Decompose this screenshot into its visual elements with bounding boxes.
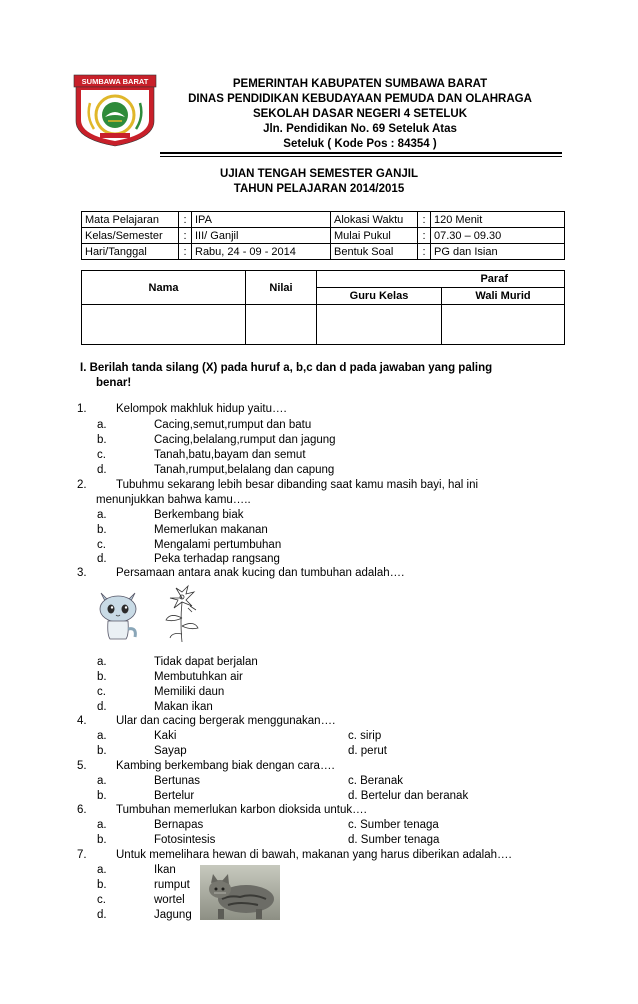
exam-info-table [81,211,565,260]
teacher-header: Guru Kelas [317,288,442,305]
option-letter: a. [97,419,107,431]
option-text[interactable]: Ikan [154,864,176,876]
info-label: Mulai Pukul [331,228,418,244]
info-separator: : [179,212,192,228]
option-letter: a. [97,864,107,876]
academic-year: TAHUN PELAJARAN 2014/2015 [233,183,405,195]
info-value: 120 Menit [431,212,565,228]
option-text[interactable]: Makan ikan [154,701,213,713]
info-label: Mata Pelajaran [82,212,179,228]
info-value: Rabu, 24 - 09 - 2014 [192,244,331,260]
option-text[interactable]: Sayap [154,745,187,757]
school-name: SEKOLAH DASAR NEGERI 4 SETELUK [252,108,468,120]
teacher-sign-cell[interactable] [317,305,442,345]
option-letter: b. [97,434,107,446]
info-separator: : [179,228,192,244]
option-text[interactable]: Peka terhadap rangsang [154,553,280,565]
regency-logo [72,73,158,147]
question-text: Untuk memelihara hewan di bawah, makanan yang harus diberikan adalah…. [116,849,512,861]
option-letter: d. [97,464,107,476]
option-text[interactable]: Mengalami pertumbuhan [154,539,282,551]
info-value: PG dan Isian [431,244,565,260]
letterhead-rule-thick [160,152,562,154]
option-text[interactable]: Tanah,rumput,belalang dan capung [154,464,335,476]
option-letter: a. [97,775,107,787]
instruction-line-2: benar! [96,377,132,389]
question-text: Tumbuhan memerlukan karbon dioksida untuk…. [116,804,367,816]
letterhead-line-1: PEMERINTAH KABUPATEN SUMBAWA BARAT [232,78,488,90]
option-text[interactable]: c. Beranak [348,775,403,787]
option-text[interactable]: c. Sumber tenaga [348,819,439,831]
option-text[interactable]: Cacing,belalang,rumput dan jagung [154,434,336,446]
question-number: 4. [77,715,87,727]
paraf-header: Paraf [317,271,565,288]
info-row [82,212,565,228]
exam-title: UJIAN TENGAH SEMESTER GANJIL [219,168,419,180]
option-letter: a. [97,656,107,668]
option-text[interactable]: Bertunas [154,775,201,787]
option-text[interactable]: Memerlukan makanan [154,524,268,536]
cat-photo [200,865,280,920]
info-label: Kelas/Semester [82,228,179,244]
info-value: IPA [192,212,331,228]
score-cell[interactable] [246,305,317,345]
option-text[interactable]: Memiliki daun [154,686,225,698]
option-text[interactable]: c. sirip [348,730,382,742]
option-letter: b. [97,879,107,891]
option-text[interactable]: Membutuhkan air [154,671,243,683]
question-number: 2. [77,479,87,491]
info-row [82,244,565,260]
postal-code-line: Seteluk ( Kode Pos : 84354 ) [283,138,437,150]
score-header: Nilai [246,271,317,305]
name-header: Nama [82,271,246,305]
info-separator: : [418,228,431,244]
info-separator: : [418,212,431,228]
name-cell[interactable] [82,305,246,345]
kitten-illustration [95,585,141,641]
option-letter: b. [97,671,107,683]
letterhead-rule-thin [160,156,562,157]
info-label: Hari/Tanggal [82,244,179,260]
option-letter: c. [97,894,106,906]
option-text[interactable]: Kaki [154,730,177,742]
option-letter: d. [97,909,107,921]
option-text[interactable]: Tanah,batu,bayam dan semut [154,449,306,461]
question-text: Tubuhmu sekarang lebih besar dibanding saat kamu masih bayi, hal ini [116,479,479,491]
option-letter: b. [97,834,107,846]
option-letter: d. [97,553,107,565]
question-text: Kambing berkembang biak dengan cara…. [116,760,335,772]
option-text[interactable]: Bertelur [154,790,195,802]
question-number: 7. [77,849,87,861]
info-label: Bentuk Soal [331,244,418,260]
question-text-cont: menunjukkan bahwa kamu….. [96,494,251,506]
option-letter: a. [97,819,107,831]
option-letter: c. [97,539,106,551]
option-text[interactable]: d. Bertelur dan beranak [348,790,469,802]
option-text[interactable]: Berkembang biak [154,509,244,521]
logo-banner-text: SUMBAWA BARAT [81,77,149,86]
option-letter: b. [97,790,107,802]
question-number: 3. [77,567,87,579]
option-letter: a. [97,509,107,521]
option-letter: d. [97,701,107,713]
question-text: Persamaan antara anak kucing dan tumbuhan adalah…. [116,567,405,579]
option-letter: b. [97,745,107,757]
option-text[interactable]: Tidak dapat berjalan [154,656,258,668]
option-letter: c. [97,686,106,698]
instruction-line-1: I. Berilah tanda silang (X) pada huruf a, b,c dan d pada jawaban yang paling [80,362,493,374]
info-separator: : [179,244,192,260]
question-number: 5. [77,760,87,772]
question-number: 6. [77,804,87,816]
option-text[interactable]: wortel [154,894,185,906]
option-letter: a. [97,730,107,742]
info-label: Alokasi Waktu [331,212,418,228]
plant-illustration [162,582,202,644]
school-address: Jln. Pendidikan No. 69 Seteluk Atas [263,123,457,135]
option-text[interactable]: d. Sumber tenaga [348,834,440,846]
option-letter: b. [97,524,107,536]
option-text[interactable]: Bernapas [154,819,204,831]
info-separator: : [418,244,431,260]
option-text[interactable]: Fotosintesis [154,834,216,846]
info-value: 07.30 – 09.30 [431,228,565,244]
info-value: III/ Ganjil [192,228,331,244]
question-text: Ular dan cacing bergerak menggunakan…. [116,715,336,727]
option-text[interactable]: d. perut [348,745,387,757]
option-text[interactable]: rumput [154,879,190,891]
signature-table [81,270,565,345]
parent-sign-cell[interactable] [442,305,565,345]
parent-header: Wali Murid [442,288,565,305]
letterhead-line-2: DINAS PENDIDIKAN KEBUDAYAAN PEMUDA DAN OLAHRAGA [188,93,532,105]
option-text[interactable]: Cacing,semut,rumput dan batu [154,419,312,431]
info-row [82,228,565,244]
question-number: 1. [77,403,87,415]
option-letter: c. [97,449,106,461]
question-text: Kelompok makhluk hidup yaitu…. [116,403,287,415]
option-text[interactable]: Jagung [154,909,192,921]
